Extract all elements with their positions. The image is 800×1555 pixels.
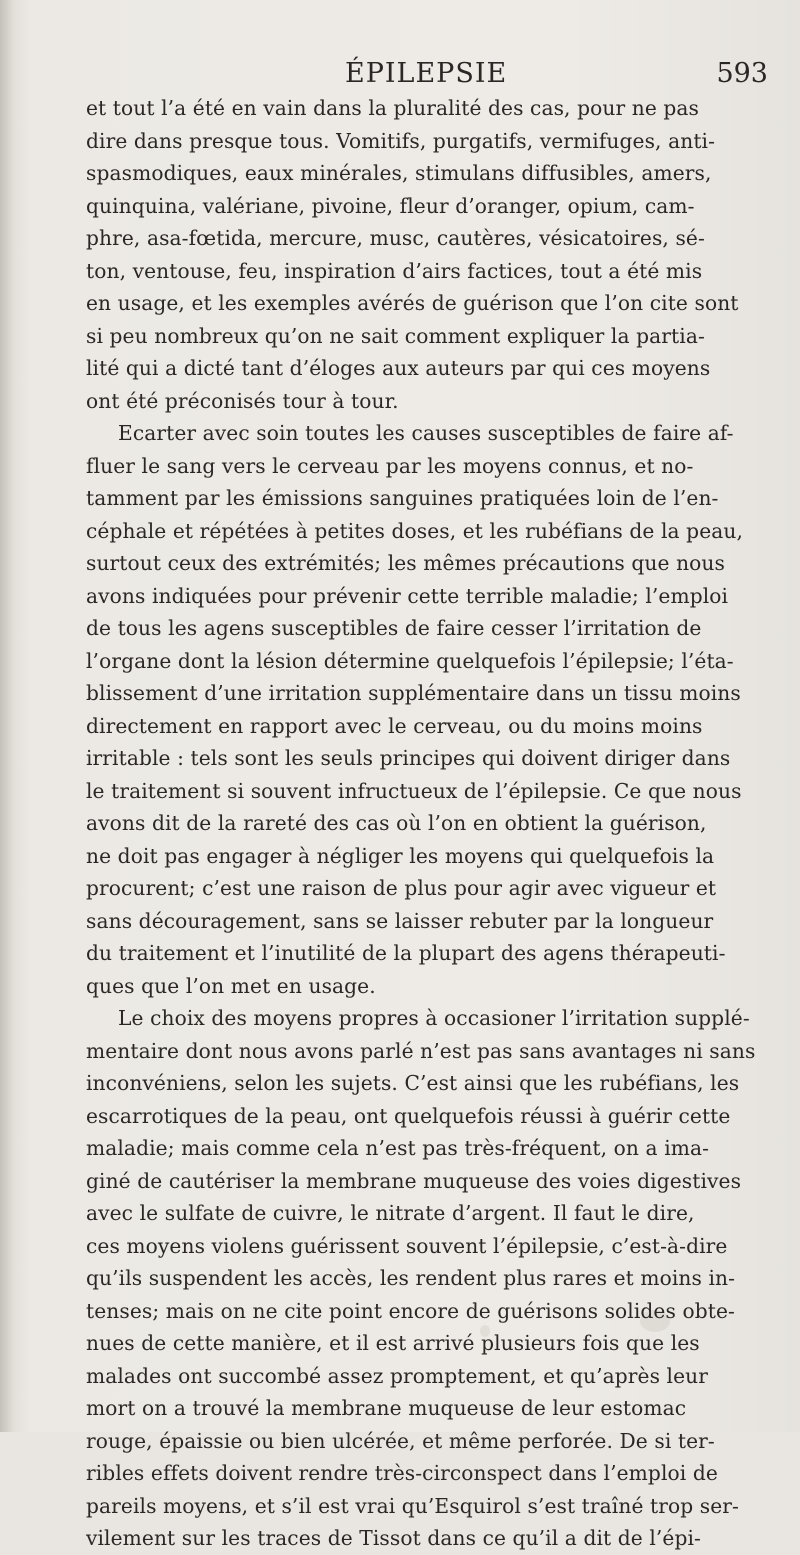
text-line: tamment par les émissions sanguines pratiquées loin de l’en-: [86, 486, 719, 510]
text-line: phre, asa-fœtida, mercure, musc, cautères, vésicatoires, sé-: [86, 226, 705, 250]
text-line: ont été préconisés tour à tour.: [86, 388, 399, 413]
running-title: ÉPILEPSIE: [345, 58, 508, 89]
text-line: dire dans presque tous. Vomitifs, purgatifs, vermifuges, anti-: [86, 128, 716, 153]
text-line: le traitement si souvent infructueux de l’épilepsie. Ce que nous: [86, 778, 742, 803]
text-line: ces moyens violens guérissent souvent l’épilepsie, c’est-à-dire: [86, 1233, 728, 1258]
paragraph-first-line: Le choix des moyens propres à occasioner l’irritation supplé-: [118, 1006, 750, 1030]
text-line: ribles effets doivent rendre très-circonspect dans l’emploi de: [86, 1461, 718, 1485]
text-line: avec le sulfate de cuivre, le nitrate d’argent. Il faut le dire,: [86, 1201, 695, 1225]
text-line: blissement d’une irritation supplémentaire dans un tissu moins: [86, 681, 741, 705]
text-line: procurent; c’est une raison de plus pour agir avec vigueur et: [86, 876, 717, 900]
text-line: vilement sur les traces de Tissot dans ce qu’il a dit de l’épi-: [86, 1526, 701, 1550]
text-line: avons indiquées pour prévenir cette terrible maladie; l’emploi: [86, 583, 729, 608]
text-line: en usage, et les exemples avérés de guérison que l’on cite sont: [86, 291, 739, 315]
text-line: surtout ceux des extrémités; les mêmes précautions que nous: [86, 551, 725, 575]
text-line: du traitement et l’inutilité de la plupart des agens thérapeuti-: [86, 941, 726, 965]
text-line: de tous les agens susceptibles de faire cesser l’irritation de: [86, 616, 702, 640]
text-line: lité qui a dicté tant d’éloges aux auteurs par qui ces moyens: [86, 356, 711, 380]
text-line: si peu nombreux qu’on ne sait comment expliquer la partia-: [86, 323, 705, 348]
text-line: nues de cette manière, et il est arrivé plusieurs fois que les: [86, 1331, 700, 1355]
text-line: maladie; mais comme cela n’est pas très-fréquent, on a ima-: [86, 1136, 710, 1160]
text-line: ton, ventouse, feu, inspiration d’airs factices, tout a été mis: [86, 258, 703, 283]
text-line: giné de cautériser la membrane muqueuse des voies digestives: [86, 1168, 742, 1193]
text-line: l’organe dont la lésion détermine quelquefois l’épilepsie; l’éta-: [86, 648, 734, 673]
text-line: spasmodiques, eaux minérales, stimulans diffusibles, amers,: [86, 161, 712, 185]
text-line: fluer le sang vers le cerveau par les moyens connus, et no-: [86, 453, 694, 478]
text-line: qu’ils suspendent les accès, les rendent plus rares et moins in-: [86, 1266, 736, 1290]
text-line: directement en rapport avec le cerveau, ou du moins moins: [86, 713, 703, 738]
paragraph-first-line: Ecarter avec soin toutes les causes susceptibles de faire af-: [118, 421, 734, 445]
text-line: malades ont succombé assez promptement, et qu’après leur: [86, 1363, 709, 1388]
text-line: ques que l’on met en usage.: [86, 973, 376, 998]
text-line: avons dit de la rareté des cas où l’on en obtient la guérison,: [86, 811, 707, 835]
text-line: inconvéniens, selon les sujets. C’est ainsi que les rubéfians, les: [86, 1071, 740, 1095]
running-header: [0, 58, 800, 94]
text-line: rouge, épaissie ou bien ulcérée, et même perforée. De si ter-: [86, 1428, 715, 1453]
text-line: sans découragement, sans se laisser rebuter par la longueur: [86, 908, 714, 933]
text-line: mentaire dont nous avons parlé n’est pas sans avantages ni sans: [86, 1038, 756, 1063]
text-line: pareils moyens, et s’il est vrai qu’Esquirol s’est traîné trop ser-: [86, 1493, 739, 1518]
text-line: escarrotiques de la peau, ont quelquefois réussi à guérir cette: [86, 1103, 731, 1128]
body-text: [86, 92, 770, 1555]
text-line: ne doit pas engager à négliger les moyens qui quelquefois la: [86, 843, 715, 868]
text-line: tenses; mais on ne cite point encore de guérisons solides obte-: [86, 1298, 735, 1323]
text-line: céphale et répétées à petites doses, et les rubéfians de la peau,: [86, 518, 744, 543]
text-line: quinquina, valériane, pivoine, fleur d’oranger, opium, cam-: [86, 193, 695, 218]
text-line: mort on a trouvé la membrane muqueuse de leur estomac: [86, 1396, 687, 1420]
page-number: 593: [716, 58, 768, 89]
text-line: et tout l’a été en vain dans la pluralité des cas, pour ne pas: [86, 96, 700, 120]
page-edge-shadow: [0, 0, 14, 1432]
text-line: irritable : tels sont les seuls principes qui doivent diriger dans: [86, 746, 731, 770]
